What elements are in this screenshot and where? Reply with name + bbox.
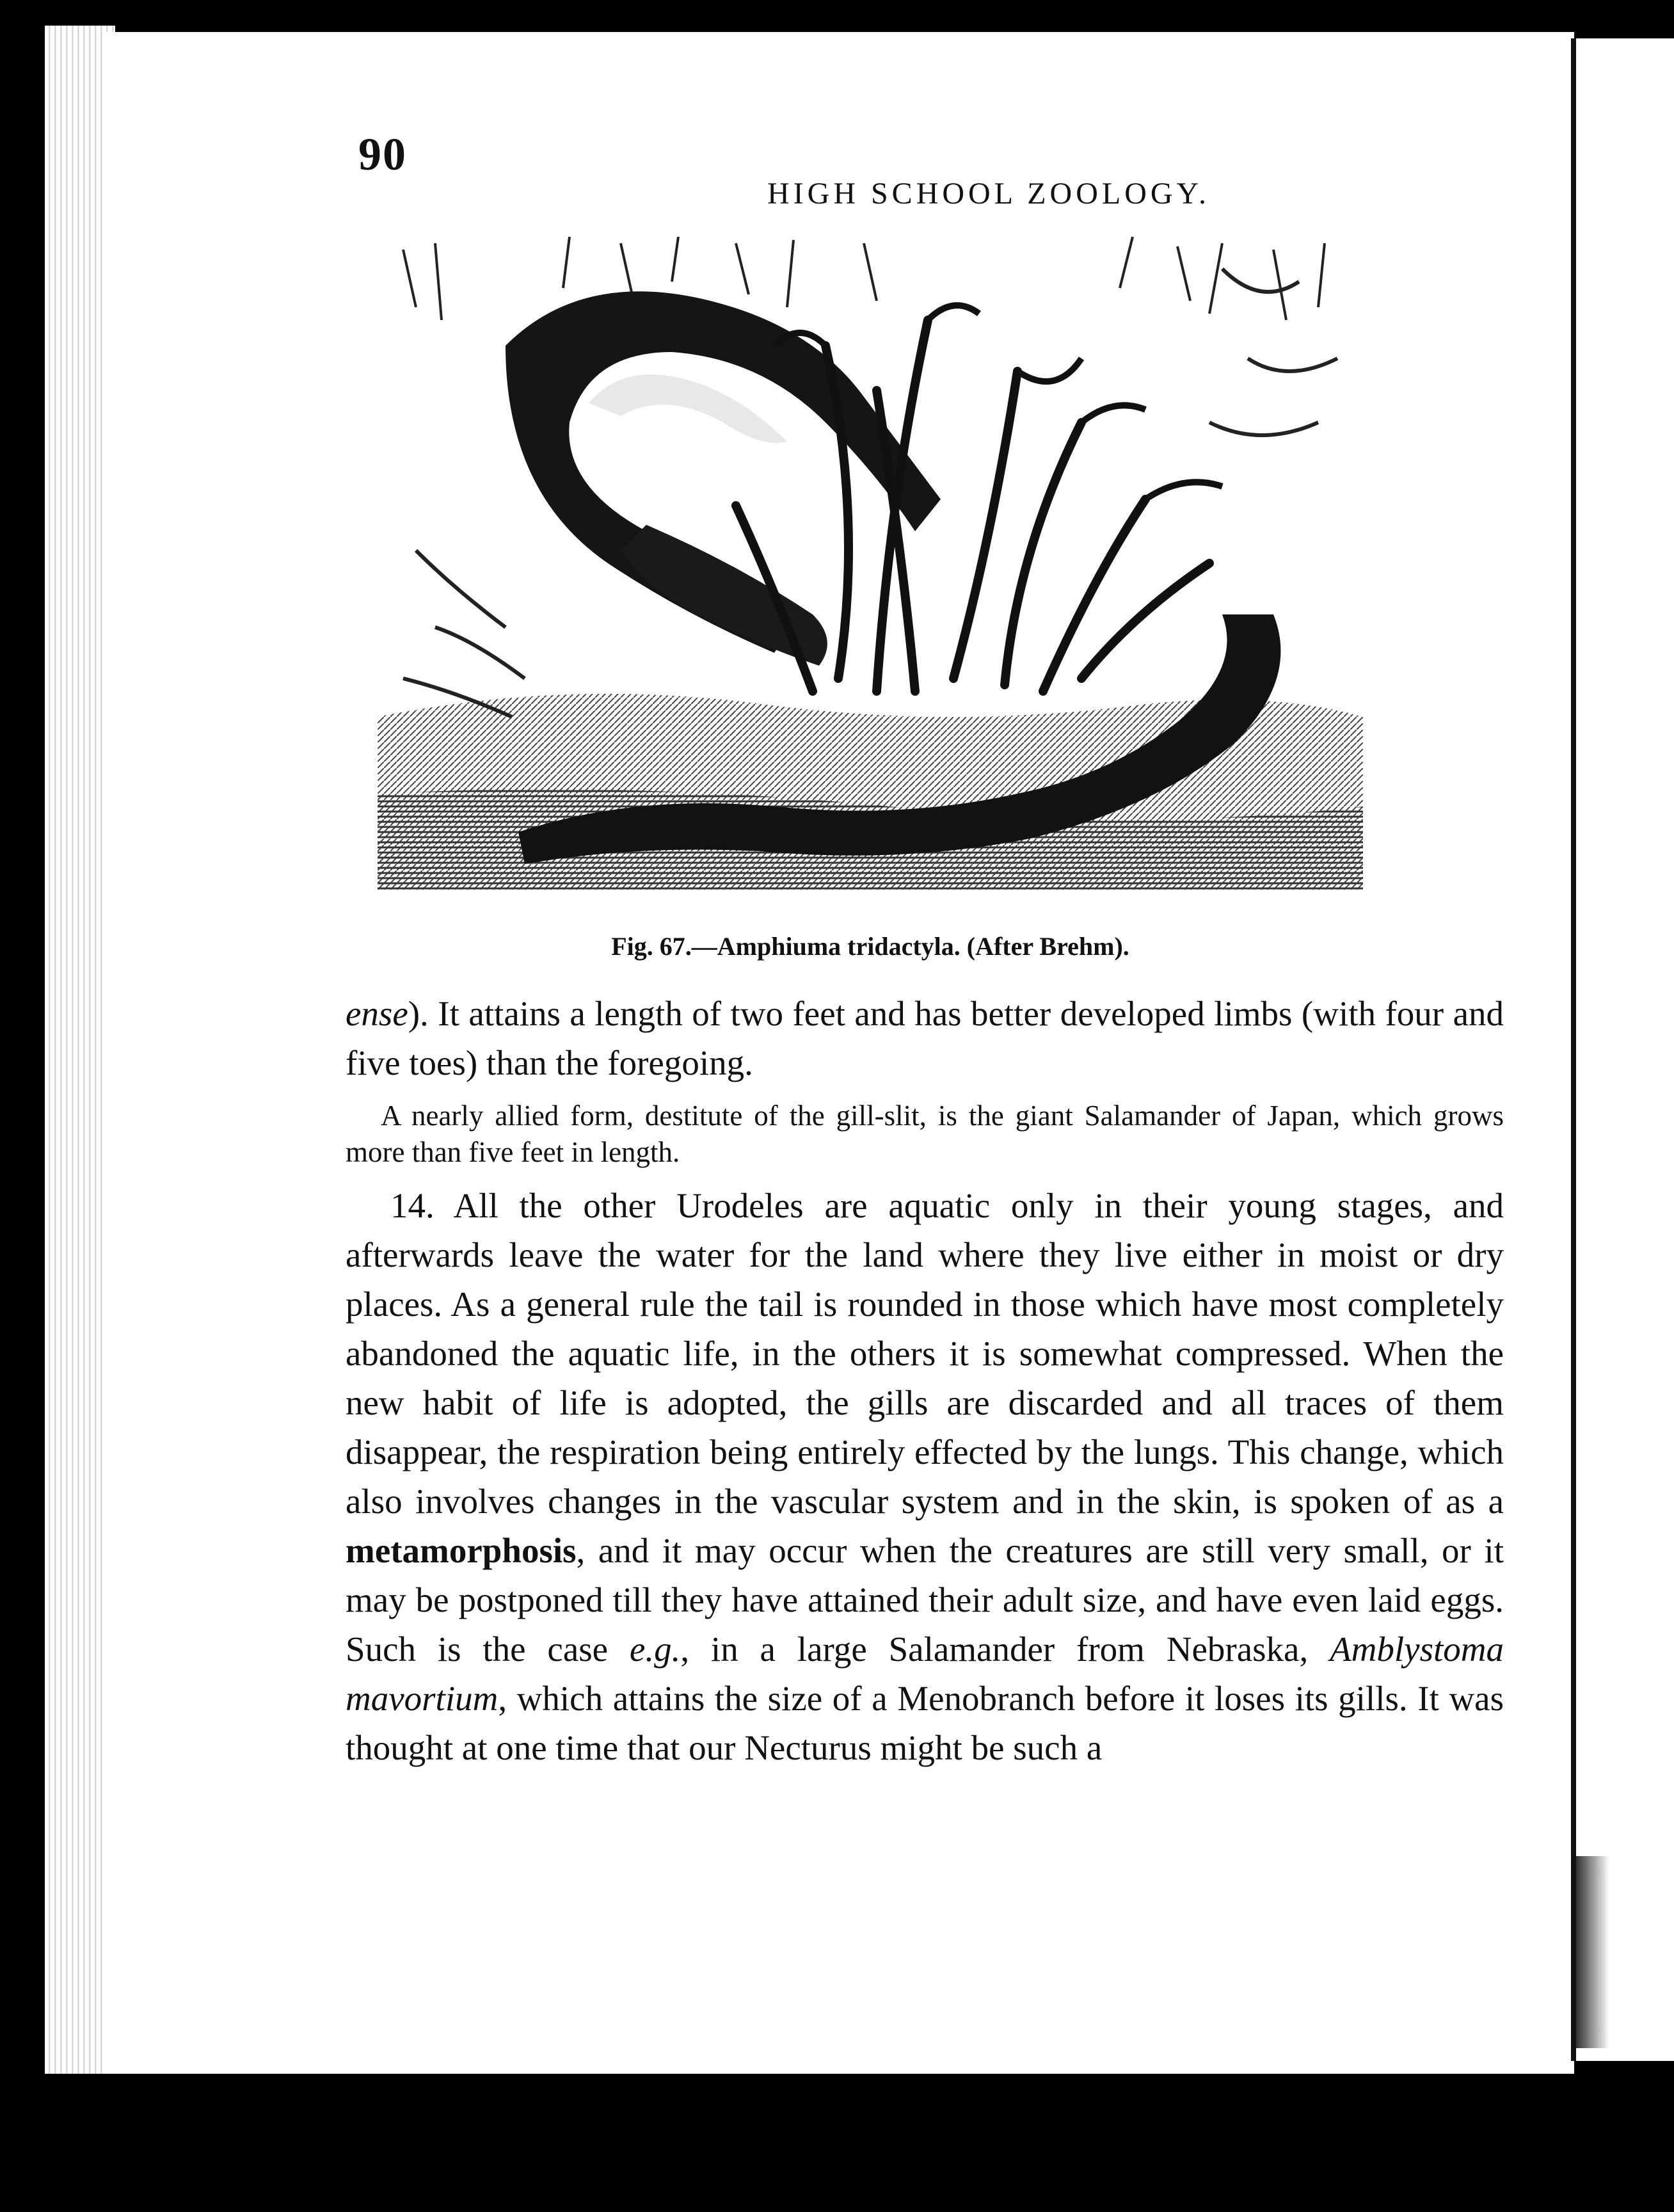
- book-page: [102, 32, 1574, 2074]
- figure-amphiuma-illustration: [378, 230, 1363, 890]
- page-number: 90: [358, 129, 407, 180]
- section-14-text-3: , in a large Salamander from Nebraska,: [680, 1630, 1330, 1669]
- amphiuma-engraving: [378, 230, 1363, 890]
- section-14-text-4: , which attains the size of a Menobranch before it loses its gills. It was thought at one time that our Necturus might be such a: [346, 1679, 1504, 1767]
- facing-page-edge: [1571, 38, 1674, 2061]
- continuation-paragraph: [346, 989, 1504, 1087]
- section-14-text-1: 14. All the other Urodeles are aquatic only in their young stages, and afterwards leave the water for the land where they live either in moist or dry places. As a general rule the tail is rounded in those which have most completely abandoned the aquatic life, in the others it is somewhat compressed. When the new habit of life is adopted, the gills are discarded and all traces of them disappear, the respiration being entirely effected by the lungs. This change, which also involves changes in the vascular system and in the skin, is spoken of as a: [346, 1186, 1504, 1521]
- running-title: HIGH SCHOOL ZOOLOGY.: [767, 177, 1210, 211]
- species-name: Amblystoma mavortium: [346, 1630, 1504, 1718]
- section-14-text-2: , and it may occur when the creatures are still very small, or it may be postponed till they have attained their adult size, and have even laid eggs. Such is the case: [346, 1531, 1504, 1669]
- term-metamorphosis: metamorphosis: [346, 1531, 577, 1570]
- italic-fragment: ense: [346, 994, 408, 1033]
- figure-caption: Fig. 67.—Amphiuma tridactyla. (After Brehm).: [611, 932, 1129, 961]
- italic-eg: e.g.: [629, 1630, 681, 1669]
- note-paragraph: A nearly allied form, destitute of the gill-slit, is the giant Salamander of Japan, which grows more than five feet in length.: [346, 1100, 1504, 1168]
- section-14-paragraph: [346, 1181, 1504, 1772]
- continuation-text: ). It attains a length of two feet and has better developed limbs (with four and five toes) than the foregoing.: [346, 994, 1504, 1082]
- gutter-shadow: [1571, 1856, 1609, 2048]
